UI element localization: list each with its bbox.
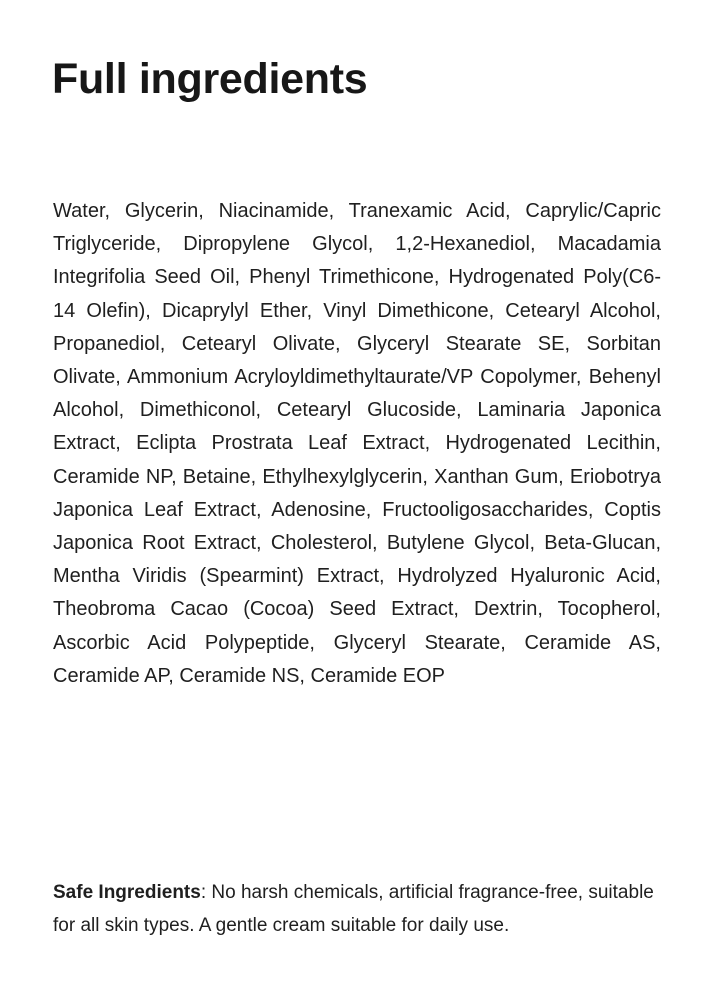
safe-ingredients-text: No harsh chemicals, artificial fragrance-free, suitable for all skin types. A gentle cream suitable for daily use. xyxy=(53,882,654,936)
safe-ingredients-label: Safe Ingredients xyxy=(53,882,201,903)
safe-ingredients-colon: : xyxy=(200,882,207,903)
safe-ingredients-note xyxy=(53,876,661,942)
page-title: Full ingredients xyxy=(52,55,368,103)
ingredients-list: Water, Glycerin, Niacinamide, Tranexamic Acid, Caprylic/Capric Triglyceride, Dipropylene Glycol, 1,2-Hexanediol, Macadamia Integrifolia Seed Oil, Phenyl Trimethicone, Hydrogenated Poly(C6-14 Olefin), Dicaprylyl Ether, Vinyl Dimethicone, Cetearyl Alcohol, Propanediol, Cetearyl Olivate, Glyceryl Stearate SE, Sorbitan Olivate, Ammonium Acryloyldimethyltaurate/VP Copolymer, Behenyl Alcohol, Dimethiconol, Cetearyl Glucoside, Laminaria Japonica Extract, Eclipta Prostrata Leaf Extract, Hydrogenated Lecithin, Ceramide NP, Betaine, Ethylhexylglycerin, Xanthan Gum, Eriobotrya Japonica Leaf Extract, Adenosine, Fructooligosaccharides, Coptis Japonica Root Extract, Cholesterol, Butylene Glycol, Beta-Glucan, Mentha Viridis (Spearmint) Extract, Hydrolyzed Hyaluronic Acid, Theobroma Cacao (Cocoa) Seed Extract, Dextrin, Tocopherol, Ascorbic Acid Polypeptide, Glyceryl Stearate, Ceramide AS, Ceramide AP, Ceramide NS, Ceramide EOP xyxy=(53,200,661,687)
